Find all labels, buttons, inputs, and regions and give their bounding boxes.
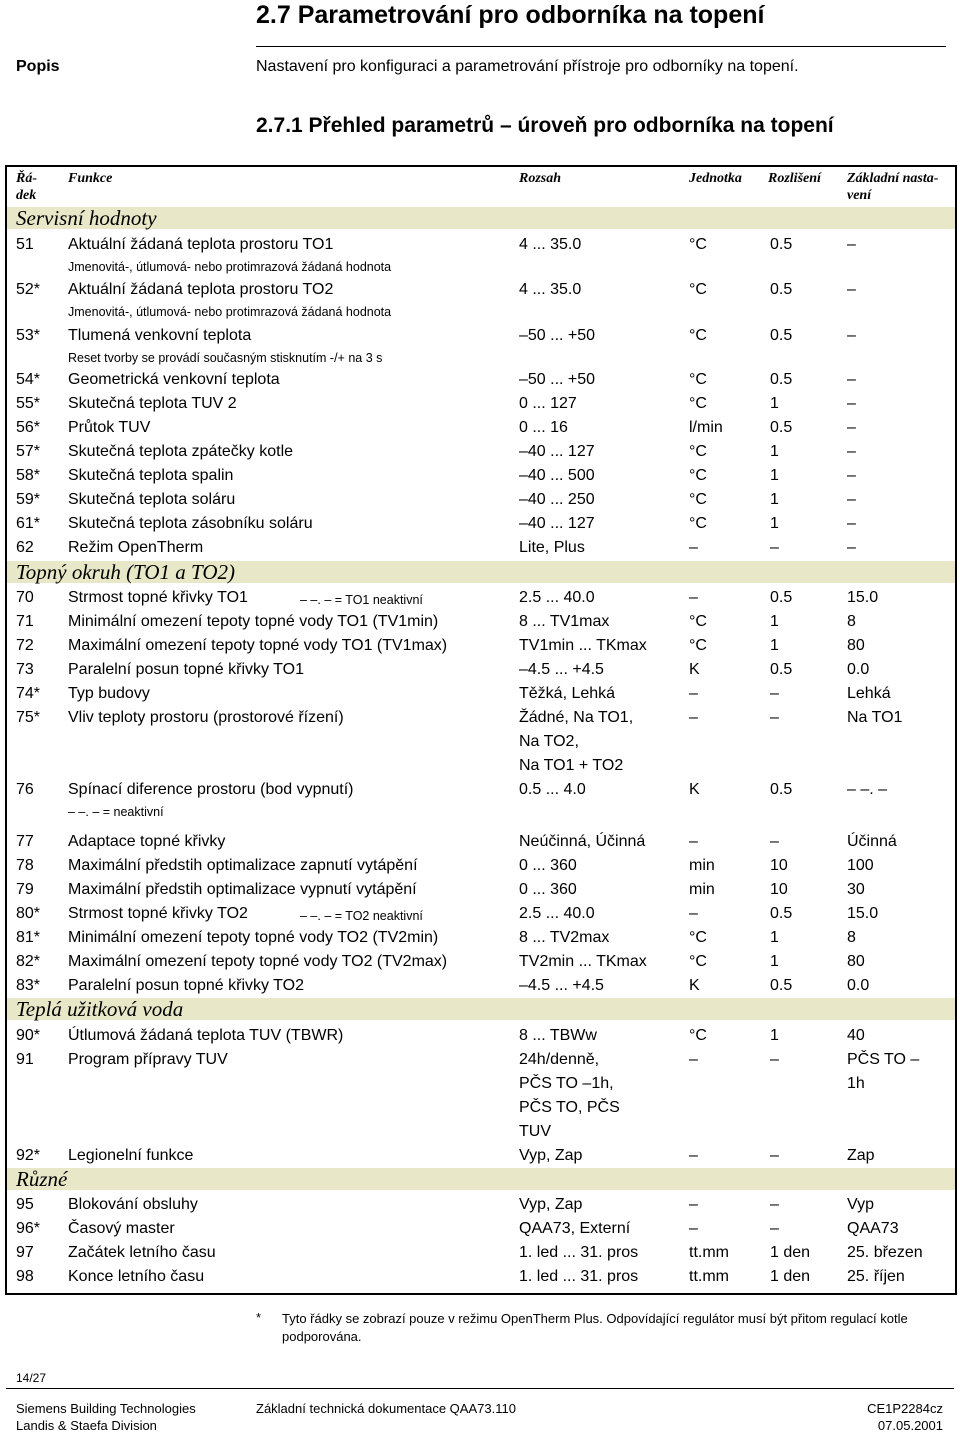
row-number: 78	[16, 857, 34, 874]
row-unit: °C	[689, 443, 707, 460]
row-number: 56*	[16, 419, 41, 436]
row-default: –	[847, 236, 856, 253]
row-resolution: 10	[770, 881, 788, 898]
row-range: Těžká, Lehká	[519, 685, 616, 702]
section-label: Teplá užitková voda	[16, 997, 184, 1021]
row-function: Maximální omezení tepoty topné vody TO1 (TV1max)	[68, 637, 448, 654]
row-note: Reset tvorby se provádí současným stisknutím -/+ na 3 s	[68, 351, 383, 365]
row-resolution: 0.5	[770, 661, 793, 678]
row-resolution: –	[770, 539, 779, 556]
row-default: Na TO1	[847, 709, 903, 726]
row-unit: K	[689, 781, 700, 798]
row-unit: °C	[689, 1027, 707, 1044]
row-range: 1. led ... 31. pros	[519, 1268, 639, 1285]
header-resolution: Rozlišení	[768, 171, 821, 186]
row-function: Maximální omezení tepoty topné vody TO2 (TV2max)	[68, 953, 448, 970]
row-range: 4 ... 35.0	[519, 236, 582, 253]
row-function: Skutečná teplota soláru	[68, 491, 236, 508]
row-default: Zap	[847, 1147, 875, 1164]
row-range: Vyp, Zap	[519, 1147, 583, 1164]
row-range: 2.5 ... 40.0	[519, 589, 595, 606]
row-number: 91	[16, 1051, 34, 1068]
row-note: – –. – = neaktivní	[68, 805, 164, 819]
row-function: Skutečná teplota zásobníku soláru	[68, 515, 313, 532]
row-resolution: 0.5	[770, 281, 793, 298]
row-default: 15.0	[847, 589, 879, 606]
row-resolution: 1	[770, 1027, 779, 1044]
row-unit: –	[689, 833, 698, 850]
row-function: Strmost topné křivky TO1	[68, 589, 248, 606]
row-unit: tt.mm	[689, 1244, 729, 1261]
row-range: Lite, Plus	[519, 539, 585, 556]
row-default: 100	[847, 857, 874, 874]
row-function: Režim OpenTherm	[68, 539, 204, 556]
row-function: Spínací diference prostoru (bod vypnutí)	[68, 781, 354, 798]
row-function: Skutečná teplota zpátečky kotle	[68, 443, 294, 460]
row-default: 0.0	[847, 977, 870, 994]
row-range: –40 ... 250	[519, 491, 595, 508]
row-function: Konce letního času	[68, 1268, 205, 1285]
row-number: 59*	[16, 491, 41, 508]
row-default: PČS TO – 1h	[847, 1051, 920, 1092]
row-range: 8 ... TV2max	[519, 929, 610, 946]
row-function: Paralelní posun topné křivky TO2	[68, 977, 304, 994]
row-number: 80*	[16, 905, 41, 922]
row-number: 55*	[16, 395, 41, 412]
section-label: Servisní hodnoty	[16, 206, 157, 230]
row-default: –	[847, 539, 856, 556]
row-function: Aktuální žádaná teplota prostoru TO2	[68, 281, 334, 298]
row-note: Jmenovitá-, útlumová- nebo protimrazová žádaná hodnota	[68, 305, 392, 319]
footer-company: Siemens Building Technologies	[16, 1401, 196, 1416]
row-resolution: 1	[770, 637, 779, 654]
row-resolution: –	[770, 1220, 779, 1237]
row-unit: l/min	[689, 419, 723, 436]
row-function: Aktuální žádaná teplota prostoru TO1	[68, 236, 334, 253]
row-resolution: –	[770, 833, 779, 850]
row-unit: °C	[689, 467, 707, 484]
header-default: Základní nasta- vení	[847, 171, 939, 203]
row-range: 24h/denně, PČS TO –1h, PČS TO, PČS TUV	[519, 1051, 620, 1140]
row-default: –	[847, 395, 856, 412]
row-resolution: 0.5	[770, 371, 793, 388]
header-unit: Jednotka	[689, 171, 742, 186]
row-function: Tlumená venkovní teplota	[68, 327, 252, 344]
row-range: 4 ... 35.0	[519, 281, 582, 298]
row-range: –50 ... +50	[519, 371, 596, 388]
row-number: 95	[16, 1196, 34, 1213]
footer-document: Základní technická dokumentace QAA73.110	[256, 1401, 516, 1416]
row-resolution: 1	[770, 443, 779, 460]
row-range: 0 ... 16	[519, 419, 568, 436]
row-number: 54*	[16, 371, 41, 388]
row-resolution: 1	[770, 929, 779, 946]
row-number: 81*	[16, 929, 41, 946]
row-range: –4.5 ... +4.5	[519, 661, 604, 678]
row-default: 80	[847, 953, 865, 970]
row-number: 79	[16, 881, 34, 898]
row-number: 76	[16, 781, 34, 798]
row-unit: –	[689, 1147, 698, 1164]
row-default: – –. –	[847, 781, 888, 798]
row-inline-note: – –. – = TO2 neaktivní	[300, 909, 423, 923]
row-unit: –	[689, 1051, 698, 1068]
row-function: Program přípravy TUV	[68, 1051, 228, 1068]
row-function: Strmost topné křivky TO2	[68, 905, 248, 922]
row-range: Žádné, Na TO1, Na TO2, Na TO1 + TO2	[519, 709, 634, 774]
row-resolution: –	[770, 1147, 779, 1164]
row-unit: K	[689, 661, 700, 678]
row-function: Legionelní funkce	[68, 1147, 194, 1164]
row-resolution: –	[770, 1051, 779, 1068]
row-function: Geometrická venkovní teplota	[68, 371, 280, 388]
footer-date: 07.05.2001	[877, 1418, 943, 1433]
row-range: 2.5 ... 40.0	[519, 905, 595, 922]
row-default: 15.0	[847, 905, 879, 922]
row-number: 58*	[16, 467, 41, 484]
row-resolution: –	[770, 1196, 779, 1213]
row-default: 80	[847, 637, 865, 654]
row-default: 25. březen	[847, 1244, 923, 1261]
row-number: 75*	[16, 709, 41, 726]
row-function: Blokování obsluhy	[68, 1196, 198, 1213]
footnote-text: Tyto řádky se zobrazí pouze v režimu OpenTherm Plus. Odpovídající regulátor musí být přitom regulací kotle podporována.	[282, 1311, 908, 1344]
row-number: 98	[16, 1268, 34, 1285]
section-band	[7, 1168, 955, 1190]
row-number: 77	[16, 833, 34, 850]
row-function: Adaptace topné křivky	[68, 833, 226, 850]
row-unit: min	[689, 857, 715, 874]
footer-divider	[6, 1388, 954, 1389]
row-default: 8	[847, 613, 856, 630]
row-unit: –	[689, 1196, 698, 1213]
row-function: Maximální předstih optimalizace vypnutí vytápění	[68, 881, 417, 898]
row-unit: –	[689, 685, 698, 702]
row-default: –	[847, 491, 856, 508]
section-title: 2.7.1 Přehled parametrů – úroveň pro odborníka na topení	[256, 114, 834, 137]
section-label: Topný okruh (TO1 a TO2)	[16, 560, 235, 584]
row-default: 25. říjen	[847, 1268, 905, 1285]
row-inline-note: – –. – = TO1 neaktivní	[300, 593, 423, 607]
row-number: 61*	[16, 515, 41, 532]
row-unit: –	[689, 709, 698, 726]
row-note: Jmenovitá-, útlumová- nebo protimrazová žádaná hodnota	[68, 260, 392, 274]
row-range: 0 ... 127	[519, 395, 577, 412]
row-unit: °C	[689, 395, 707, 412]
header-row: Řá- dek	[16, 171, 37, 203]
row-number: 74*	[16, 685, 41, 702]
row-function: Typ budovy	[68, 685, 150, 702]
row-resolution: 0.5	[770, 589, 793, 606]
row-number: 82*	[16, 953, 41, 970]
row-function: Skutečná teplota spalin	[68, 467, 234, 484]
row-default: Účinná	[847, 833, 897, 850]
row-range: 0 ... 360	[519, 881, 577, 898]
row-default: –	[847, 281, 856, 298]
row-default: 40	[847, 1027, 865, 1044]
row-unit: –	[689, 1220, 698, 1237]
row-range: 0 ... 360	[519, 857, 577, 874]
row-resolution: 0.5	[770, 905, 793, 922]
row-function: Začátek letního času	[68, 1244, 216, 1261]
row-resolution: 0.5	[770, 419, 793, 436]
row-number: 51	[16, 236, 34, 253]
row-number: 97	[16, 1244, 34, 1261]
row-unit: °C	[689, 491, 707, 508]
row-number: 83*	[16, 977, 41, 994]
row-default: –	[847, 327, 856, 344]
row-range: –4.5 ... +4.5	[519, 977, 604, 994]
row-unit: –	[689, 539, 698, 556]
row-function: Vliv teploty prostoru (prostorové řízení)	[68, 709, 344, 726]
row-unit: °C	[689, 371, 707, 388]
row-unit: °C	[689, 637, 707, 654]
row-default: 0.0	[847, 661, 870, 678]
row-function: Minimální omezení tepoty topné vody TO2 (TV2min)	[68, 929, 439, 946]
row-range: –40 ... 127	[519, 443, 595, 460]
row-unit: K	[689, 977, 700, 994]
row-number: 71	[16, 613, 34, 630]
row-number: 62	[16, 539, 34, 556]
popis-text: Nastavení pro konfiguraci a parametrování přístroje pro odborníky na topení.	[256, 58, 799, 75]
row-range: QAA73, Externí	[519, 1220, 631, 1237]
row-number: 72	[16, 637, 34, 654]
row-range: Neúčinná, Účinná	[519, 833, 646, 850]
row-range: TV1min ... TKmax	[519, 637, 647, 654]
row-range: –50 ... +50	[519, 327, 596, 344]
row-function: Průtok TUV	[68, 419, 151, 436]
header-function: Funkce	[68, 171, 113, 186]
row-number: 92*	[16, 1147, 41, 1164]
row-default: –	[847, 467, 856, 484]
footnote-marker: *	[256, 1310, 262, 1325]
row-resolution: 0.5	[770, 236, 793, 253]
row-unit: °C	[689, 613, 707, 630]
row-range: –40 ... 127	[519, 515, 595, 532]
row-function: Minimální omezení tepoty topné vody TO1 (TV1min)	[68, 613, 439, 630]
row-range: 8 ... TBWw	[519, 1027, 597, 1044]
row-unit: °C	[689, 953, 707, 970]
row-default: –	[847, 419, 856, 436]
row-range: Vyp, Zap	[519, 1196, 583, 1213]
row-resolution: 1	[770, 467, 779, 484]
row-number: 57*	[16, 443, 41, 460]
row-resolution: –	[770, 685, 779, 702]
row-number: 96*	[16, 1220, 41, 1237]
row-number: 53*	[16, 327, 41, 344]
row-resolution: 1 den	[770, 1244, 811, 1261]
footer-division: Landis & Staefa Division	[16, 1418, 157, 1433]
row-default: 30	[847, 881, 865, 898]
row-range: –40 ... 500	[519, 467, 595, 484]
row-number: 52*	[16, 281, 41, 298]
row-unit: –	[689, 589, 698, 606]
row-range: 0.5 ... 4.0	[519, 781, 586, 798]
row-function: Skutečná teplota TUV 2	[68, 395, 237, 412]
row-default: 8	[847, 929, 856, 946]
row-function: Časový master	[68, 1220, 175, 1237]
row-number: 70	[16, 589, 34, 606]
row-resolution: 0.5	[770, 781, 793, 798]
row-function: Útlumová žádaná teplota TUV (TBWR)	[68, 1027, 344, 1044]
row-resolution: 1	[770, 613, 779, 630]
row-default: –	[847, 443, 856, 460]
section-label: Různé	[16, 1167, 68, 1191]
row-resolution: 1	[770, 515, 779, 532]
row-unit: °C	[689, 236, 707, 253]
row-resolution: 1	[770, 395, 779, 412]
footer-code: CE1P2284cz	[867, 1401, 943, 1416]
row-resolution: 0.5	[770, 977, 793, 994]
row-range: 1. led ... 31. pros	[519, 1244, 639, 1261]
row-resolution: 1	[770, 491, 779, 508]
row-number: 73	[16, 661, 34, 678]
row-unit: tt.mm	[689, 1268, 729, 1285]
title-divider	[256, 46, 946, 47]
row-unit: –	[689, 905, 698, 922]
page-number: 14/27	[16, 1371, 47, 1385]
row-function: Maximální předstih optimalizace zapnutí vytápění	[68, 857, 418, 874]
page-title: 2.7 Parametrování pro odborníka na topení	[256, 1, 765, 29]
row-resolution: –	[770, 709, 779, 726]
row-default: Lehká	[847, 685, 891, 702]
row-unit: min	[689, 881, 715, 898]
row-default: –	[847, 371, 856, 388]
row-number: 90*	[16, 1027, 41, 1044]
row-resolution: 10	[770, 857, 788, 874]
header-range: Rozsah	[519, 171, 562, 186]
row-resolution: 1 den	[770, 1268, 811, 1285]
popis-label: Popis	[16, 58, 60, 75]
row-resolution: 1	[770, 953, 779, 970]
row-unit: °C	[689, 929, 707, 946]
row-resolution: 0.5	[770, 327, 793, 344]
row-default: Vyp	[847, 1196, 874, 1213]
row-unit: °C	[689, 515, 707, 532]
row-default: QAA73	[847, 1220, 899, 1237]
row-unit: °C	[689, 281, 707, 298]
row-unit: °C	[689, 327, 707, 344]
row-default: –	[847, 515, 856, 532]
row-function: Paralelní posun topné křivky TO1	[68, 661, 304, 678]
row-range: 8 ... TV1max	[519, 613, 610, 630]
row-range: TV2min ... TKmax	[519, 953, 647, 970]
